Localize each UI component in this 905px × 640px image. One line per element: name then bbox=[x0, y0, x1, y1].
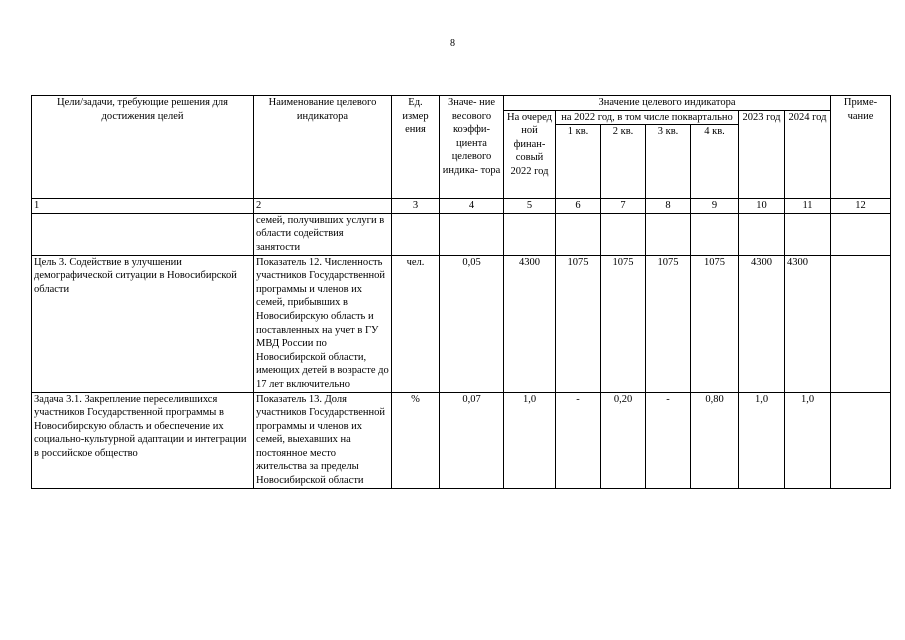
q1-cell: - bbox=[556, 392, 601, 488]
note-cell bbox=[831, 255, 891, 392]
col-num-12: 12 bbox=[831, 199, 891, 214]
header-2024: 2024 год bbox=[785, 110, 831, 199]
note-cell bbox=[831, 213, 891, 255]
y2023-cell: 4300 bbox=[739, 255, 785, 392]
table-row bbox=[32, 255, 891, 392]
weight-cell: 0,05 bbox=[440, 255, 504, 392]
header-q3: 3 кв. bbox=[646, 125, 691, 199]
column-numbers-row bbox=[32, 199, 891, 214]
goal-cell bbox=[32, 213, 254, 255]
y2023-cell: 1,0 bbox=[739, 392, 785, 488]
col-num-11: 11 bbox=[785, 199, 831, 214]
indicator-cell: семей, получивших услуги в области содействия занятости bbox=[254, 213, 392, 255]
col-num-6: 6 bbox=[556, 199, 601, 214]
header-goals: Цели/задачи, требующие решения для достижения целей bbox=[32, 96, 254, 199]
next-year-cell: 1,0 bbox=[504, 392, 556, 488]
q2-cell: 0,20 bbox=[601, 392, 646, 488]
y2024-cell: 4300 bbox=[785, 255, 831, 392]
q2-cell: 1075 bbox=[601, 255, 646, 392]
col-num-5: 5 bbox=[504, 199, 556, 214]
header-q4: 4 кв. bbox=[691, 125, 739, 199]
q3-cell bbox=[646, 213, 691, 255]
header-indicator-name: Наименование целевого индикатора bbox=[254, 96, 392, 199]
q3-cell: 1075 bbox=[646, 255, 691, 392]
table-row bbox=[32, 213, 891, 255]
page-number: 8 bbox=[450, 38, 455, 49]
next-year-cell bbox=[504, 213, 556, 255]
header-row-1 bbox=[32, 96, 891, 111]
goal-cell: Цель 3. Содействие в улучшении демографической ситуации в Новосибирской области bbox=[32, 255, 254, 392]
unit-cell: чел. bbox=[392, 255, 440, 392]
unit-cell bbox=[392, 213, 440, 255]
q1-cell bbox=[556, 213, 601, 255]
indicator-cell: Показатель 13. Доля участников Государственной программы и членов их семей, выехавших на постоянное место жительства за пределы Новосибирской области bbox=[254, 392, 392, 488]
header-weight: Значе- ние весового коэффи- циента целевого индика- тора bbox=[440, 96, 504, 199]
q4-cell: 1075 bbox=[691, 255, 739, 392]
q1-cell: 1075 bbox=[556, 255, 601, 392]
unit-cell: % bbox=[392, 392, 440, 488]
header-note: Приме- чание bbox=[831, 96, 891, 199]
next-year-cell: 4300 bbox=[504, 255, 556, 392]
col-num-2: 2 bbox=[254, 199, 392, 214]
indicator-table bbox=[31, 95, 891, 489]
header-value-group: Значение целевого индикатора bbox=[504, 96, 831, 111]
col-num-1: 1 bbox=[32, 199, 254, 214]
weight-cell: 0,07 bbox=[440, 392, 504, 488]
table-row bbox=[32, 392, 891, 488]
header-q2: 2 кв. bbox=[601, 125, 646, 199]
note-cell bbox=[831, 392, 891, 488]
header-2022-group: на 2022 год, в том числе поквартально bbox=[556, 110, 739, 125]
q4-cell bbox=[691, 213, 739, 255]
weight-cell bbox=[440, 213, 504, 255]
col-num-4: 4 bbox=[440, 199, 504, 214]
col-num-9: 9 bbox=[691, 199, 739, 214]
q3-cell: - bbox=[646, 392, 691, 488]
q2-cell bbox=[601, 213, 646, 255]
col-num-8: 8 bbox=[646, 199, 691, 214]
y2023-cell bbox=[739, 213, 785, 255]
header-unit: Ед. измер ения bbox=[392, 96, 440, 199]
y2024-cell bbox=[785, 213, 831, 255]
col-num-7: 7 bbox=[601, 199, 646, 214]
q4-cell: 0,80 bbox=[691, 392, 739, 488]
indicator-cell: Показатель 12. Численность участников Государственной программы и членов их семей, прибывших в Новосибирскую область и поставленных на учет в ГУ МВД России по Новосибирской области, имеющих детей в возрасте до 17 лет включительно bbox=[254, 255, 392, 392]
header-q1: 1 кв. bbox=[556, 125, 601, 199]
col-num-3: 3 bbox=[392, 199, 440, 214]
header-2023: 2023 год bbox=[739, 110, 785, 199]
header-next-year: На очеред ной финан- совый 2022 год bbox=[504, 110, 556, 199]
col-num-10: 10 bbox=[739, 199, 785, 214]
goal-cell: Задача 3.1. Закрепление переселившихся участников Государственной программы в Новосибирскую область и обеспечение их социально-культурной адаптации и интеграции в российское общество bbox=[32, 392, 254, 488]
y2024-cell: 1,0 bbox=[785, 392, 831, 488]
